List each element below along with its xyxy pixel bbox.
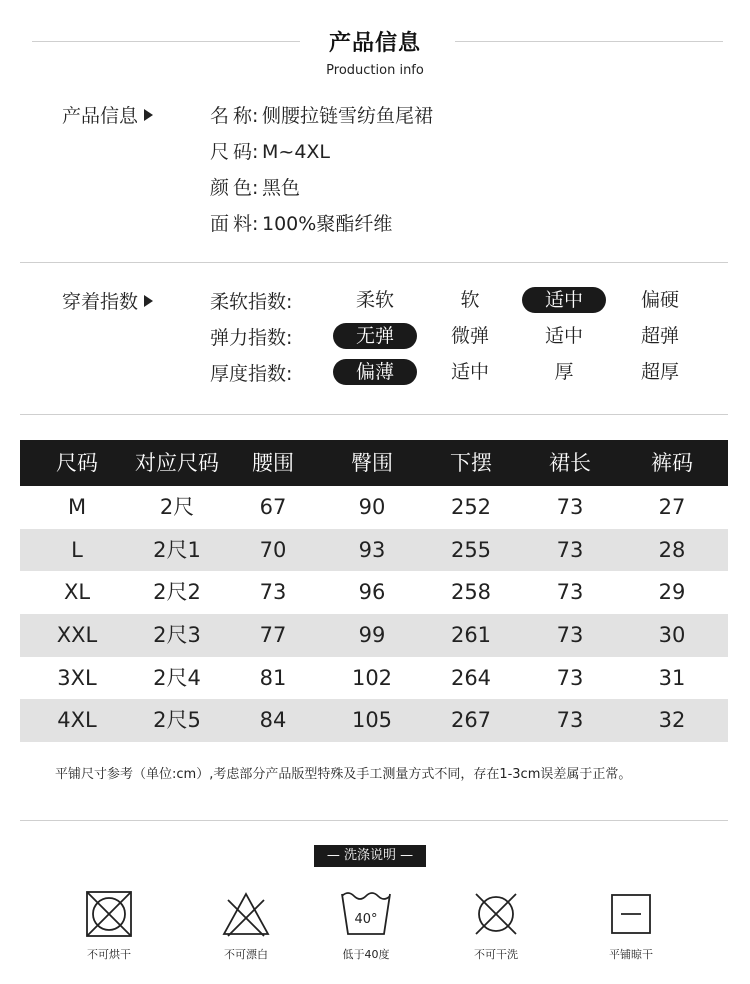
wearing-index-option: 超弹 — [640, 325, 679, 347]
wash-label: 不可烘干 — [87, 948, 131, 961]
table-cell: 2尺3 — [153, 623, 201, 648]
product-info-key: 尺码 — [210, 141, 252, 163]
section-divider — [20, 820, 728, 821]
table-cell: 77 — [259, 623, 287, 648]
wearing-index-option: 适中 — [544, 325, 583, 347]
wearing-index-option: 微弹 — [450, 325, 489, 347]
table-cell: 258 — [450, 580, 492, 605]
wash-item-wash-40 — [311, 890, 421, 962]
wearing-index-label — [62, 287, 153, 314]
table-cell: 73 — [556, 665, 584, 690]
flat-dry-icon — [609, 890, 653, 938]
table-row — [20, 657, 728, 700]
size-table-header-cell: 臀围 — [351, 451, 393, 475]
no-dry-clean-icon — [472, 890, 520, 938]
product-info-row — [210, 137, 330, 164]
wearing-index-label-text: 穿着指数 — [62, 291, 139, 313]
table-cell: 3XL — [57, 665, 97, 690]
product-info-key: 面料 — [210, 213, 252, 235]
colon: : — [252, 141, 259, 163]
wash-label: 平铺晾干 — [609, 948, 653, 961]
product-info-value: M~4XL — [262, 141, 331, 163]
table-cell: 67 — [259, 495, 287, 519]
size-table — [20, 440, 728, 742]
table-cell: 73 — [259, 580, 287, 605]
product-info-key: 名称 — [210, 105, 252, 127]
section-divider — [20, 414, 728, 415]
size-table-header-cell: 腰围 — [252, 451, 294, 475]
table-cell: 252 — [450, 495, 492, 519]
colon: : — [252, 213, 259, 235]
washing-title: — 洗涤说明 — — [314, 845, 426, 867]
size-table-header-cell: 尺码 — [56, 451, 98, 475]
product-info-value: 黑色 — [262, 177, 301, 199]
table-cell: 2尺4 — [153, 665, 201, 690]
product-info-row — [210, 209, 392, 236]
table-cell: 81 — [259, 665, 287, 690]
table-row — [20, 699, 728, 742]
colon: : — [252, 105, 259, 127]
wearing-index-option-selected: 偏薄 — [333, 359, 417, 385]
wearing-index-option-selected: 无弹 — [333, 323, 417, 349]
product-info-value: 侧腰拉链雪纺鱼尾裙 — [262, 105, 434, 127]
wash-label: 不可干洗 — [474, 948, 518, 961]
triangle-right-icon — [144, 109, 153, 121]
wearing-index-row-label: 弹力指数: — [210, 327, 293, 349]
section-divider — [20, 262, 728, 263]
wash-item-no-dry-clean — [441, 890, 551, 962]
table-cell: 31 — [658, 665, 686, 690]
page-title: 产品信息 — [328, 31, 421, 56]
wash-item-no-tumble-dry — [54, 890, 164, 962]
table-cell: 90 — [358, 495, 386, 519]
table-cell: 73 — [556, 708, 584, 733]
table-row — [20, 486, 728, 529]
wearing-index-row-label: 厚度指数: — [210, 363, 293, 385]
table-cell: 2尺1 — [153, 537, 201, 562]
table-cell: 27 — [658, 495, 686, 519]
product-info-label — [62, 101, 153, 128]
table-cell: 73 — [556, 537, 584, 562]
table-cell: 2尺2 — [153, 580, 201, 605]
size-table-header-cell: 裤码 — [651, 451, 693, 475]
table-cell: 73 — [556, 623, 584, 648]
table-cell: 73 — [556, 580, 584, 605]
product-info-key: 颜色 — [210, 177, 252, 199]
table-cell: L — [71, 537, 83, 562]
table-cell: M — [67, 495, 87, 519]
product-info-row — [210, 173, 300, 200]
table-cell: 32 — [658, 708, 686, 733]
table-cell: 99 — [358, 623, 386, 648]
wearing-index-option: 厚 — [554, 361, 574, 383]
wearing-index-option-selected: 适中 — [522, 287, 606, 313]
table-cell: 261 — [450, 623, 492, 648]
triangle-right-icon — [144, 295, 153, 307]
size-table-header-cell: 下摆 — [450, 451, 492, 475]
wash-item-flat-dry — [576, 890, 686, 962]
table-row — [20, 614, 728, 657]
table-cell: 4XL — [57, 708, 97, 733]
colon: : — [252, 177, 259, 199]
no-bleach-icon — [222, 890, 270, 938]
wearing-index-option: 软 — [460, 289, 480, 311]
product-info-value: 100%聚酯纤维 — [262, 213, 393, 235]
wash-40-icon — [338, 890, 394, 938]
table-cell: 264 — [450, 665, 492, 690]
wash-temp-label: 40° — [354, 912, 378, 927]
table-cell: 73 — [556, 495, 584, 519]
page-subtitle: Production info — [326, 63, 424, 78]
table-cell: 30 — [658, 623, 686, 648]
no-tumble-dry-icon — [85, 890, 133, 938]
size-table-header-cell: 对应尺码 — [135, 451, 219, 475]
wash-label: 不可漂白 — [224, 948, 268, 961]
size-table-header-cell: 裙长 — [549, 451, 591, 475]
table-row — [20, 571, 728, 614]
product-info-row — [210, 101, 433, 128]
size-table-body — [20, 486, 728, 742]
wearing-index-option: 适中 — [450, 361, 489, 383]
table-cell: 105 — [351, 708, 393, 733]
wearing-index-row-label: 柔软指数: — [210, 291, 293, 313]
table-cell: 96 — [358, 580, 386, 605]
table-row — [20, 529, 728, 572]
table-cell: 102 — [351, 665, 393, 690]
table-cell: 70 — [259, 537, 287, 562]
table-cell: XXL — [56, 623, 98, 648]
wearing-index-option: 柔软 — [355, 289, 394, 311]
table-cell: XL — [63, 580, 91, 605]
table-cell: 93 — [358, 537, 386, 562]
table-cell: 29 — [658, 580, 686, 605]
table-cell: 267 — [450, 708, 492, 733]
table-cell: 2尺5 — [153, 708, 201, 733]
wash-item-no-bleach — [191, 890, 301, 962]
size-table-header — [20, 440, 728, 486]
wash-label: 低于40度 — [342, 948, 390, 961]
table-cell: 84 — [259, 708, 287, 733]
product-info-label-text: 产品信息 — [62, 105, 139, 127]
measurement-note: 平铺尺寸参考（单位:cm）,考虑部分产品版型特殊及手工测量方式不同，存在1-3cm误差属于正常。 — [55, 767, 632, 782]
table-cell: 255 — [450, 537, 492, 562]
table-cell: 28 — [658, 537, 686, 562]
wearing-index-option: 偏硬 — [640, 289, 679, 311]
table-cell: 2尺 — [159, 495, 195, 519]
wearing-index-option: 超厚 — [640, 361, 679, 383]
